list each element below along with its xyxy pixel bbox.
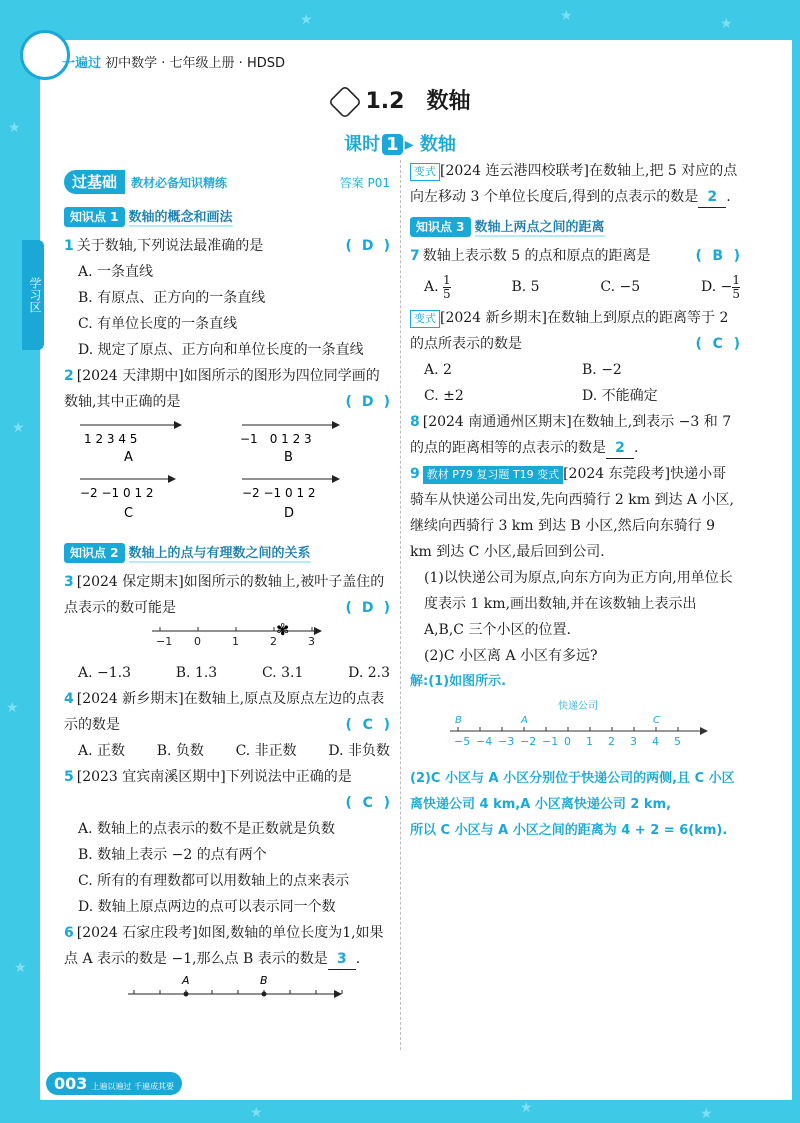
svg-text:C: C	[653, 715, 660, 726]
q2-b-ticks: −1 0 1 2 3	[240, 432, 312, 446]
tick-label: 1	[586, 735, 593, 748]
tick-label: 2	[270, 635, 277, 648]
base-banner: 过基础 教材必备知识精练 答案 P01	[64, 170, 390, 200]
q9-number-line	[410, 695, 740, 757]
question-4: 4 [2024 新乡期末]在数轴上,原点及原点左边的点表示的数是 ( C ) A. 正数 B. 负数 C. 非正数 D. 非负数	[64, 691, 390, 759]
tick-label: −1	[156, 635, 173, 648]
tick-label: −4	[476, 735, 493, 748]
q2-d-ticks: −2 −1 0 1 2	[242, 486, 316, 500]
variant-2: 变式 [2024 新乡期末]在数轴上到原点的距离等于 2 的点所表示的数是 ( C ) A. 2 B. −2 C. ±2 D. 不能确定	[410, 310, 740, 404]
left-column	[64, 170, 390, 1015]
knowledge-point-2: 知识点 2 数轴上的点与有理数之间的关系	[64, 540, 390, 567]
tick-label: 0	[194, 635, 201, 648]
tick-label: −5	[454, 735, 471, 748]
svg-text:B: B	[284, 450, 293, 465]
question-1: 1 关于数轴,下列说法最准确的是 ( D ) A. 一条直线 B. 有原点、正方向的一条直线 C. 有单位长度的一条直线 D. 规定了原点、正方向和单位长度的一条直线	[64, 238, 390, 358]
side-tab: 学习区	[22, 240, 44, 350]
knowledge-point-1: 知识点 1 数轴的概念和画法	[64, 204, 390, 231]
q3-number-line	[64, 621, 390, 651]
page-number: 003 上遍以遍过 千遍成其要	[46, 1072, 182, 1095]
tick-label: −1	[542, 735, 559, 748]
tick-label: 5	[674, 735, 681, 748]
tick-label: 3	[308, 635, 315, 648]
question-5: 5 [2023 宜宾南溪区期中]下列说法中正确的是 ( C ) A. 数轴上的点表示的数不是正数就是负数 B. 数轴上表示 −2 的点有两个 C. 所有的有理数都可以用数轴上的点来表示 D. 数轴上原点两边的点可以表示同一个数	[64, 769, 390, 915]
question-7: 7 数轴上表示数 5 的点和原点的距离是 ( B ) A. $\frac{1}{5}$ B. 5 C. −5 D. − $\frac{1}{5}$	[410, 248, 740, 301]
tick-label: 1	[232, 635, 239, 648]
answer-ref: 答案 P01	[339, 176, 390, 190]
tick-label: −2	[520, 735, 537, 748]
variant-1: 变式 [2024 连云港四校联考]在数轴上,把 5 对应的点向左移动 3 个单位长度后,得到的点表示的数是 2 .	[410, 158, 740, 210]
section-title: 1.2 数轴	[0, 84, 800, 117]
leaf-icon: ✾	[276, 621, 290, 639]
q2-a-ticks: 1 2 3 4 5	[84, 432, 138, 446]
subject: 初中数学 · 七年级上册 · HDSD	[105, 56, 285, 71]
knowledge-point-3: 知识点 3 数轴上两点之间的距离	[410, 214, 740, 241]
svg-text:B: B	[260, 974, 268, 987]
svg-text:A: A	[521, 715, 528, 726]
header	[62, 52, 285, 71]
tick-label: 3	[630, 735, 637, 748]
column-divider	[400, 160, 401, 1050]
tick-label: 0	[564, 735, 571, 748]
question-2: 2 [2024 天津期中]如图所示的图形为四位同学画的数轴,其中正确的是 ( D ) 1 2 3 4 5 −1 0 1 2 3 −2 −1 0 1 2 −2 −1 0 1 2 A B C D	[64, 363, 390, 536]
right-column	[410, 158, 740, 844]
q2-figure	[64, 415, 390, 527]
star-badge-icon	[328, 85, 362, 119]
svg-text:D: D	[284, 506, 295, 521]
svg-text:C: C	[124, 506, 134, 521]
q6-number-line	[64, 972, 390, 1006]
lesson-title: 课时 1 ▸ 数轴	[344, 134, 456, 155]
question-8: 8 [2024 南通通州区期末]在数轴上,到表示 −3 和 7 的点的距离相等的点表示的数是 2 .	[410, 409, 740, 461]
question-3: 3 [2024 保定期末]如图所示的数轴上,被叶子盖住的点表示的数可能是 ( D ) −1 0 1 2 3 ✾ A. −1.3 B. 1.3 C. 3.1 D. 2.3	[64, 574, 390, 681]
svg-text:B: B	[455, 715, 462, 726]
svg-text:A: A	[124, 450, 133, 465]
tick-label: 4	[652, 735, 659, 748]
tick-label: −3	[498, 735, 515, 748]
question-6: 6 [2024 石家庄段考]如图,数轴的单位长度为1,如果点 A 表示的数是 −1,那么点 B 表示的数是 3 . A B	[64, 920, 390, 1015]
tick-label: 2	[608, 735, 615, 748]
brand: 一遍过	[62, 56, 102, 71]
svg-text:快递公司: 快递公司	[558, 701, 598, 712]
question-9: 9 教材 P79 复习题 T19 变式 [2024 东莞段考]快递小哥骑车从快递公司出发,先向西骑行 2 km 到达 A 小区,继续向西骑行 3 km 到达 B 小区,然后向东骑行 9 km 到达 C 小区,最后回到公司. (1)以快递公司为原点,向东方向为正方向,用单位长度表示 1 km,画出数轴,并在该数轴上表示出 A,B,C 三个小区的位置. (2)C 小区离 A 小区有多远? 解:(1)如图所示. −5 −4 −3 −2 −1 0 1 2 3 4 5 B A C 快递公司 (2)C 小区与 A 小区分别位于快递公司的两侧,且 C 小区离快递公司 4 km,A 小区离快递公司 2 km, 所以 C 小区与 A 小区之间的距离为 4 + 2 = 6(km).	[410, 461, 740, 844]
q2-c-ticks: −2 −1 0 1 2	[80, 486, 154, 500]
svg-text:A: A	[182, 974, 190, 987]
